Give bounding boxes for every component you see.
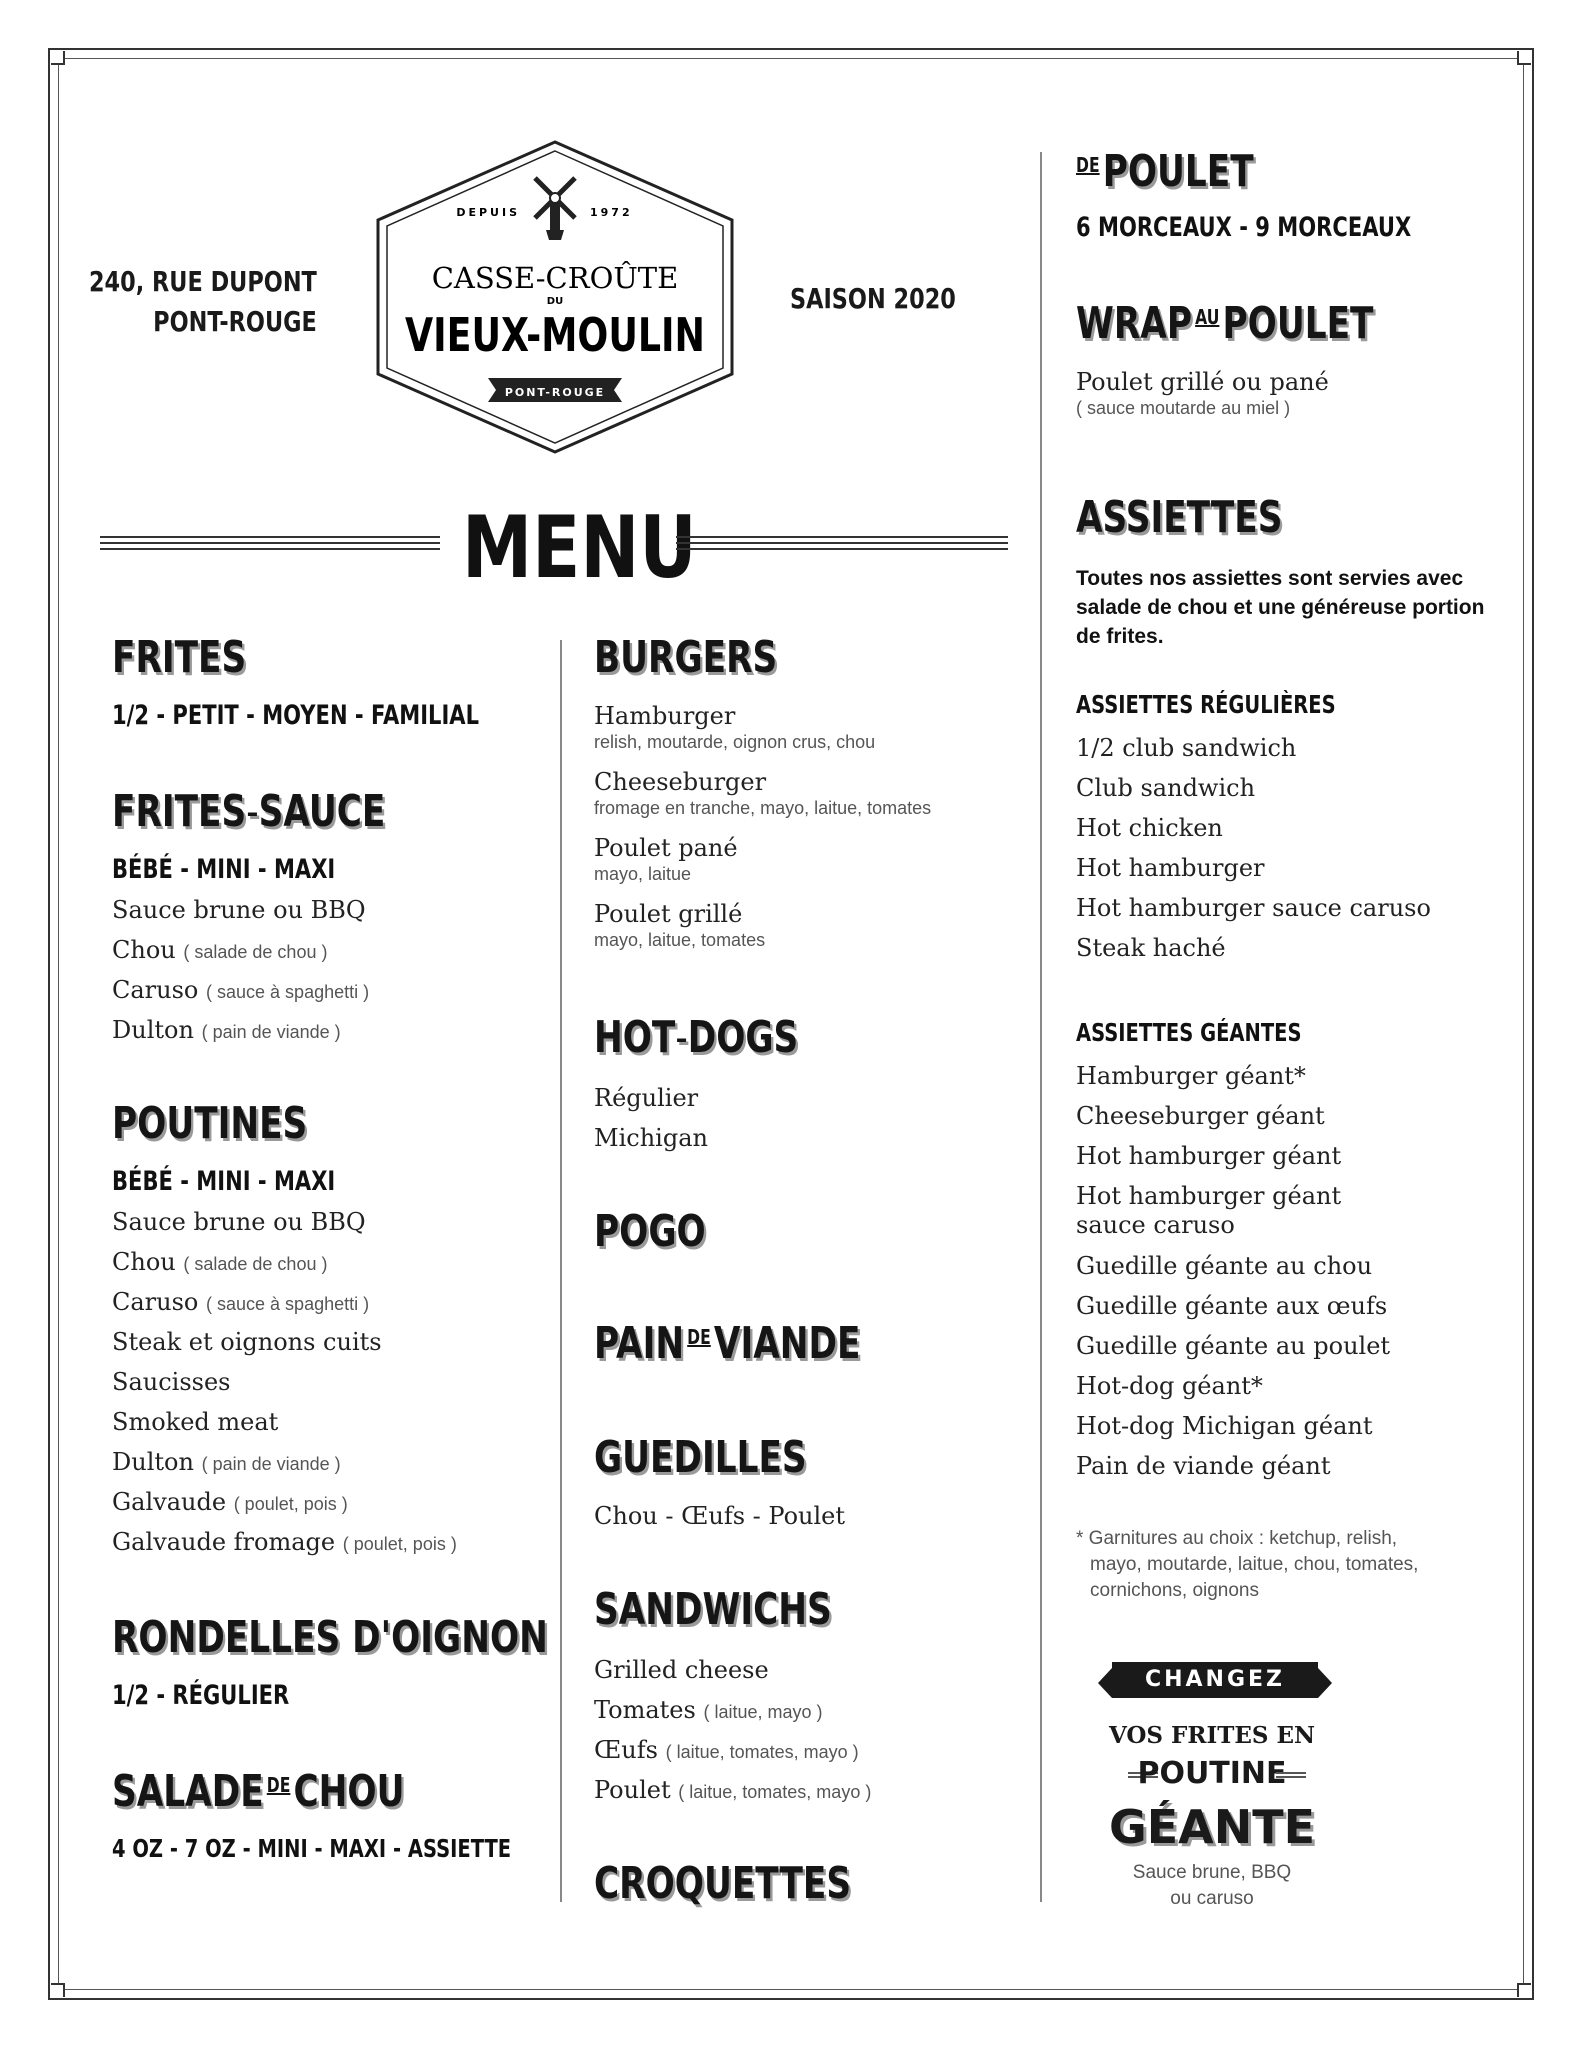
column-divider (560, 640, 562, 1902)
menu-item: Dulton ( pain de viande ) (112, 1016, 341, 1044)
promo-line-2: POUTINE (1137, 1756, 1287, 1791)
menu-item: Cheeseburger géant (1076, 1102, 1325, 1130)
menu-item: Smoked meat (112, 1408, 279, 1436)
promo-line-5: ou caruso (1170, 1888, 1254, 1909)
subsection-title: ASSIETTES GÉANTES (1076, 1018, 1302, 1047)
section-poutines (112, 1098, 362, 1149)
frame-corner (51, 1983, 65, 1997)
menu-item: Guedille géante aux œufs (1076, 1292, 1388, 1320)
section-title: SALADE $^{DE}$CHOU (112, 1766, 405, 1817)
section-hotdogs (594, 1012, 856, 1063)
address (32, 262, 317, 342)
frame-corner (1517, 1983, 1531, 1997)
promo-line-4: Sauce brune, BBQ (1132, 1862, 1292, 1883)
restaurant-logo (370, 138, 740, 456)
menu-item: Œufs ( laitue, tomates, mayo ) (594, 1736, 859, 1764)
section-frites (112, 632, 284, 683)
column-divider (1040, 152, 1042, 1902)
section-title: $^{DE}$POULET (1076, 146, 1254, 197)
menu-item: Hot hamburger géant (1076, 1142, 1342, 1170)
menu-item: Saucisses (112, 1368, 231, 1396)
season-label: SAISON 2020 (790, 282, 956, 315)
section-guedilles (594, 1432, 867, 1483)
section-title: HOT-DOGS (594, 1012, 799, 1063)
menu-item: Pain de viande géant (1076, 1452, 1331, 1480)
section-croquettes (594, 1858, 924, 1909)
menu-item: Hot hamburger sauce caruso (1076, 894, 1431, 922)
section-croquettes-continued (1076, 146, 1304, 197)
menu-item: Tomates ( laitue, mayo ) (594, 1696, 823, 1724)
section-sizes: 4 OZ - 7 OZ - MINI - MAXI - ASSIETTE (112, 1834, 512, 1863)
section-title: SANDWICHS (594, 1584, 832, 1635)
section-sizes: 1/2 - PETIT - MOYEN - FAMILIAL (112, 700, 480, 731)
section-title: BURGERS (594, 632, 778, 683)
section-rondelles (112, 1612, 671, 1663)
section-title: PAIN $^{DE}$VIANDE (594, 1318, 861, 1369)
menu-item: Chou ( salade de chou ) (112, 936, 328, 964)
menu-item: Hamburger géant* (1076, 1062, 1306, 1090)
section-title: FRITES (112, 632, 247, 683)
menu-item: Steak et oignons cuits (112, 1328, 382, 1356)
assiettes-intro: Toutes nos assiettes sont servies avec salade de chou et une généreuse portion de frites. (1076, 567, 1485, 648)
section-assiettes (1076, 492, 1341, 543)
logo-depuis: DEPUIS (456, 206, 520, 219)
menu-item: Sauce brune ou BBQ (112, 1208, 366, 1236)
menu-rule-right (676, 536, 1008, 550)
menu-item: Steak haché (1076, 934, 1226, 962)
menu-item: Poulet grillé mayo, laitue, tomates (594, 900, 766, 950)
menu-item: Chou ( salade de chou ) (112, 1248, 328, 1276)
menu-item: Hot hamburger (1076, 854, 1265, 882)
section-title: WRAP $^{AU}$POULET (1076, 298, 1374, 349)
section-burgers (594, 632, 829, 683)
footnote: * Garnitures au choix : ketchup, relish, mayo, moutarde, laitue, chou, tomates, cornichons, oignons (1076, 1528, 1419, 1601)
menu-item: Guedille géante au chou (1076, 1252, 1373, 1280)
menu-item: Chou - Œufs - Poulet (594, 1502, 846, 1530)
menu-title: MENU (462, 498, 697, 598)
menu-item: Poulet grillé ou pané ( sauce moutarde au miel ) (1076, 368, 1329, 418)
logo-du: DU (546, 296, 564, 307)
logo-line-1: CASSE-CROÛTE (431, 261, 679, 295)
menu-item: Poulet pané mayo, laitue (594, 834, 738, 884)
menu-item: Caruso ( sauce à spaghetti ) (112, 976, 370, 1004)
section-title: POGO (594, 1206, 706, 1257)
menu-item: Caruso ( sauce à spaghetti ) (112, 1288, 370, 1316)
section-title: FRITES-SAUCE (112, 786, 386, 837)
promo-line-1: VOS FRITES EN (1108, 1722, 1316, 1749)
section-pain-de-viande (594, 1318, 936, 1369)
menu-item: Hamburger relish, moutarde, oignon crus, chou (594, 702, 876, 752)
promo-line-3: GÉANTE (1108, 1800, 1316, 1854)
section-title: RONDELLES D'OIGNON (112, 1612, 548, 1663)
section-frites-sauce (112, 786, 462, 837)
section-sizes: 6 MORCEAUX - 9 MORCEAUX (1076, 212, 1412, 243)
address-line-1: 240, RUE DUPONT (89, 265, 317, 298)
menu-item: 1/2 club sandwich (1076, 734, 1297, 762)
menu-item: sauce caruso (1076, 1211, 1235, 1239)
section-wrap (1076, 298, 1457, 349)
section-sizes: BÉBÉ - MINI - MAXI (112, 1166, 336, 1197)
menu-rule-left (100, 536, 440, 550)
section-title: GUEDILLES (594, 1432, 807, 1483)
menu-item: Galvaude ( poulet, pois ) (112, 1488, 348, 1516)
subsection-title: ASSIETTES RÉGULIÈRES (1076, 690, 1336, 719)
logo-banner: PONT-ROUGE (504, 386, 606, 399)
promo-rule (1276, 1772, 1306, 1778)
menu-item: Hot-dog Michigan géant (1076, 1412, 1373, 1440)
menu-item: Galvaude fromage ( poulet, pois ) (112, 1528, 457, 1556)
menu-item: Cheeseburger fromage en tranche, mayo, laitue, tomates (594, 768, 932, 818)
menu-item: Hot-dog géant* (1076, 1372, 1263, 1400)
menu-item: Club sandwich (1076, 774, 1256, 802)
menu-item: Régulier (594, 1084, 699, 1112)
menu-item: Dulton ( pain de viande ) (112, 1448, 341, 1476)
menu-item: Sauce brune ou BBQ (112, 896, 366, 924)
menu-item: Poulet ( laitue, tomates, mayo ) (594, 1776, 872, 1804)
frame-corner (51, 51, 65, 65)
menu-item: Hot hamburger géant (1076, 1182, 1342, 1210)
menu-item: Grilled cheese (594, 1656, 769, 1684)
section-title: ASSIETTES (1076, 492, 1283, 543)
promo-banner: CHANGEZ (1112, 1662, 1318, 1698)
section-sizes: BÉBÉ - MINI - MAXI (112, 854, 336, 885)
section-sandwichs (594, 1584, 899, 1635)
menu-item: Hot chicken (1076, 814, 1223, 842)
section-title: POUTINES (112, 1098, 308, 1149)
section-title: CROQUETTES (594, 1858, 852, 1909)
windmill-icon (535, 178, 575, 240)
section-salade (112, 1766, 487, 1817)
logo-line-2: VIEUX-MOULIN (405, 308, 705, 362)
section-sizes: 1/2 - RÉGULIER (112, 1680, 290, 1711)
section-pogo (594, 1206, 737, 1257)
frame-corner (1517, 51, 1531, 65)
menu-item: Guedille géante au poulet (1076, 1332, 1391, 1360)
address-line-2: PONT-ROUGE (153, 305, 317, 338)
logo-year: 1972 (590, 206, 633, 219)
menu-item: Michigan (594, 1124, 708, 1152)
